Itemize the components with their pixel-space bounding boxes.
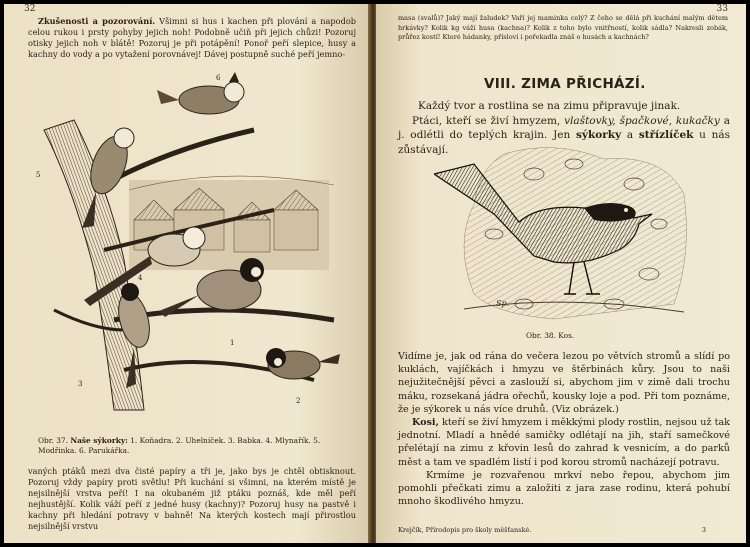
figure-number-2: 2 [296, 397, 301, 405]
caption-text: 1. Koňadra. 2. Uhelníček. 3. Babka. 4. Mlynařík. 5. Modřinka. 6. Parukářka. [38, 436, 321, 455]
paragraph-text: Všimni si hus i kachen při plování a napodob celou rukou i prsty pohyby jejich noh! Podobně učiň při jejich chůzi! Pozoruj otisky jejich noh v blátě! Pozoruj je při potápění! Ponoř peří slepice, husy a kachny do vody a po vytažení porovnávej! Dávej postupně suché peří jemno- [28, 16, 357, 59]
experiments-paragraph [28, 16, 356, 60]
paragraph-text: vaných ptáků mezi dva čisté papíry a tři je, jako bys je chtěl obtisknout. Pozoruj vždy papíry proti světlu! Při kuchání si všimni, na kterém místě je nejsilnější vrstva peří! I na okubaném již ptáku poznáš, kde měl peří nejhustější. Kolik váží peří z jedné husy (kachny)? Pozoruj husy na pastvě i kachny při hledání potravy v bahně! Na kterých kostech mají přirostlou nejsilnější vrstvu [28, 466, 356, 531]
intro-text: u nás zůstávají. [398, 129, 731, 156]
artist-monogram: Sp. [496, 299, 510, 308]
footer-signature: Krejčík, Přírodopis pro školy měšťanské. [398, 526, 532, 534]
intro-bold-sykorky: sýkorky [575, 129, 622, 141]
continued-questions [398, 14, 728, 43]
figure-number-6: 6 [216, 74, 221, 82]
figure-number-3: 3 [78, 380, 83, 388]
titmice-illustration [34, 70, 354, 430]
intro-line: Každý tvor a rostlina se na zimu připravuje jinak. [418, 100, 681, 112]
lower-paragraph [28, 466, 356, 532]
left-page [4, 4, 370, 543]
paragraph-text: masa (svalů)? Jaký mají žaludek? Vaří jej maminka celý? Z čeho se dělá při kuchání malým dětem hrkávky? Kolik kg váží husa (kachna)? Kolik z toho bylo vnitřností, kolik sádla? Nakresli zobák, průřez kostí! Které hádanky, přísloví i pořekadla znáš o husách a kachnách? [398, 14, 728, 41]
figure-number-5: 5 [36, 171, 41, 179]
page-number: 33 [716, 4, 728, 14]
bird-crested-tit [157, 72, 244, 114]
intro-bold-strizlicek: střízlíček [638, 129, 694, 141]
intro-text: a [626, 129, 634, 141]
page-number: 32 [24, 4, 36, 14]
figure-37-caption [38, 436, 358, 456]
bird-coal-tit [266, 348, 340, 379]
paragraph-tits: Vidíme je, jak od rána do večera lezou po větvích stromů a slídí po kuklách, vajíčkách i hmyzu ve štěrbinách kůry. Jsou to naši nejužitečnější pěvci a zaslouží si, abychom jim v zimě dali trochu máku, rozsekaná jádra ořechů, kousky loje a pod. Při tom poznáme, že je sýkorek u nás více druhů. (Viz obrázek.) [398, 351, 730, 415]
paragraph-blackbirds [398, 416, 730, 469]
body-text [398, 350, 730, 508]
figure-38-caption: Obr. 38. Kos. [526, 331, 575, 340]
intro-text: Ptáci, kteří se živí hmyzem, [412, 114, 561, 127]
chapter-title: VIII. ZIMA PŘICHÁZÍ. [484, 76, 646, 92]
figure-number-1: 1 [230, 339, 235, 347]
figure-number-4: 4 [138, 274, 143, 282]
blackbird-illustration [434, 144, 694, 324]
caption-prefix: Obr. 37. [38, 436, 68, 445]
section-heading: Zkušenosti a pozorování. [38, 16, 156, 26]
bold-kosi: Kosi, [412, 417, 439, 429]
right-page [376, 4, 746, 543]
intro-text: a j. odlétli do teplých krajin. Jen [398, 114, 730, 141]
intro-italic: vlaštovky, špačkové, kukačky [564, 114, 720, 127]
paragraph-text: kteří se živí hmyzem i měkkými plody rostlin, nejsou už tak jednotní. Mladí a hnědé samičky odlétají na jih, staří samečkové přelétají na zimu z křovin lesů do zahrad k vesnicím, a do parků měst a tam ve spadlém listí i pod korou stromů nacházejí potravu. [398, 417, 730, 468]
book-spread [4, 4, 746, 543]
caption-title: Naše sýkorky: [70, 436, 128, 445]
footer-sheet-number: 3 [701, 526, 706, 534]
paragraph-feeding: Krmíme je rozvařenou mrkví nebo řepou, abychom jim pomohli přečkati zimu a založiti z jara zase rodinu, která pohubí mnoho škodlivého hmyzu. [398, 469, 730, 508]
